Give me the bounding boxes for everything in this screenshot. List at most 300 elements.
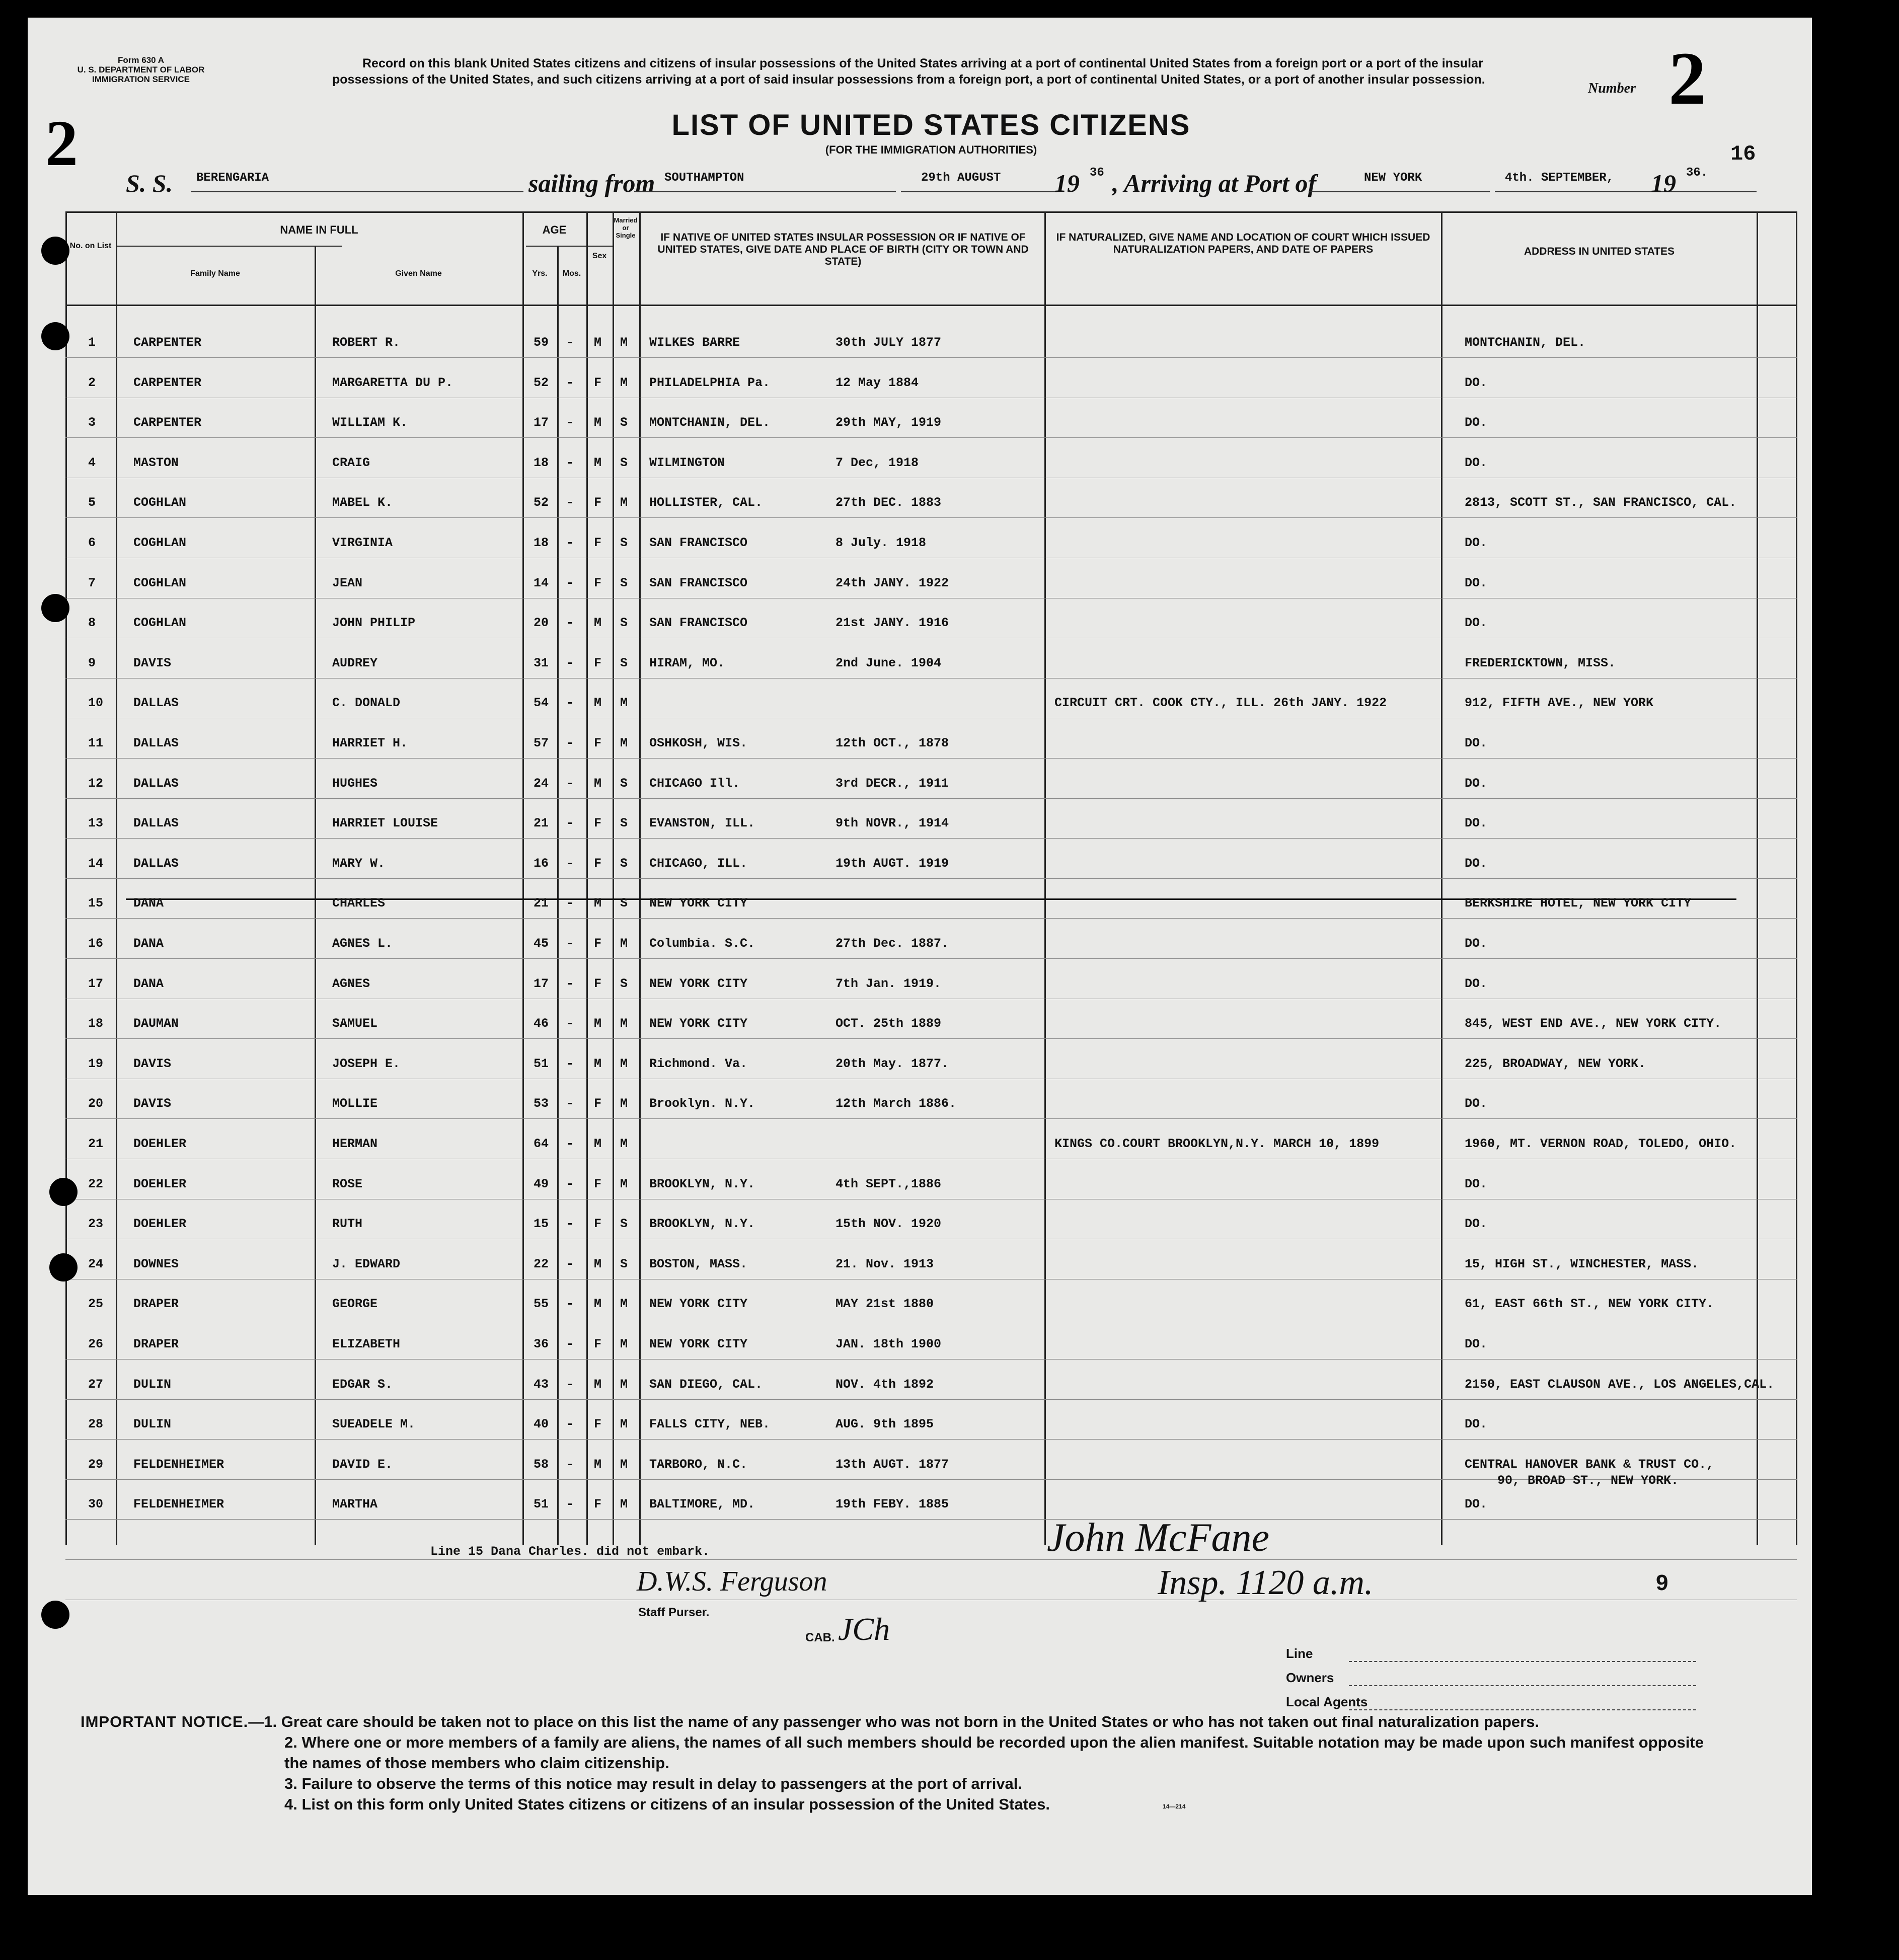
col-address: ADDRESS IN UNITED STATES <box>1524 246 1675 257</box>
departure-year: 36 <box>1090 166 1104 180</box>
cell-mos: - <box>566 536 574 550</box>
cell-ms: M <box>620 1137 628 1151</box>
cell-sex: M <box>594 1256 602 1271</box>
cell-given: GEORGE <box>332 1297 378 1312</box>
cell-given: JOSEPH E. <box>332 1056 401 1071</box>
col-name-in-full: NAME IN FULL <box>280 223 358 236</box>
top-notice: Record on this blank United States citizens and citizens of insular possessions of the United States arriving at a port of continental United States from a foreign port or a port of the insular possessions of the United States, and such citizens arriving at a port of said insular possessions from a foreign port, a port of continental United States, or a port of another insular possession. <box>332 56 1485 87</box>
cell-date: 12th March 1886. <box>835 1096 957 1111</box>
cell-addr: CENTRAL HANOVER BANK & TRUST CO., <box>1465 1457 1714 1472</box>
row-rule <box>65 1038 1797 1039</box>
cell-ms: M <box>620 1377 628 1392</box>
cell-sex: F <box>594 936 602 951</box>
cell-sex: M <box>594 335 602 350</box>
cell-sex: F <box>594 1337 602 1351</box>
cell-yrs: 15 <box>534 1217 549 1232</box>
cell-mos: - <box>566 1297 574 1312</box>
cell-yrs: 45 <box>534 936 549 951</box>
cell-ms: S <box>620 575 628 590</box>
cell-ms: S <box>620 415 628 430</box>
cell-no: 29 <box>88 1457 104 1472</box>
cell-family: MASTON <box>133 455 179 470</box>
cell-family: DRAPER <box>133 1297 179 1312</box>
cell-place: Richmond. Va. <box>649 1056 748 1071</box>
cell-sex: M <box>594 1056 602 1071</box>
cell-mos: - <box>566 1377 574 1392</box>
col-yrs: Yrs. <box>532 269 548 278</box>
cell-sex: F <box>594 1176 602 1191</box>
cell-date: 19th FEBY. 1885 <box>835 1497 949 1512</box>
row-rule <box>65 838 1797 839</box>
cell-addr: DO. <box>1465 736 1488 750</box>
cell-no: 5 <box>88 495 96 510</box>
notice-heading: IMPORTANT NOTICE. <box>81 1713 249 1730</box>
cell-given: MOLLIE <box>332 1096 378 1111</box>
cell-family: DAVIS <box>133 655 172 670</box>
cell-sex: F <box>594 1096 602 1111</box>
cell-place: OSHKOSH, WIS. <box>649 736 748 750</box>
cell-ms: S <box>620 655 628 670</box>
cell-no: 25 <box>88 1297 104 1312</box>
print-code: 14—214 <box>1163 1803 1186 1810</box>
cell-mos: - <box>566 1137 574 1151</box>
cell-mos: - <box>566 1096 574 1111</box>
cell-sex: M <box>594 616 602 631</box>
cell-sex: M <box>594 1137 602 1151</box>
row-rule <box>65 437 1797 438</box>
col-family-name: Family Name <box>190 269 240 278</box>
cell-given: DAVID E. <box>332 1457 393 1472</box>
cell-family: DAVIS <box>133 1096 172 1111</box>
cell-no: 13 <box>88 816 104 831</box>
cell-family: COGHLAN <box>133 495 187 510</box>
cell-mos: - <box>566 1337 574 1351</box>
departure-date: 29th AUGUST <box>921 171 1001 185</box>
cell-addr: DO. <box>1465 856 1488 871</box>
row-rule <box>65 1118 1797 1119</box>
cell-ms: S <box>620 776 628 791</box>
cell-mos: - <box>566 1497 574 1512</box>
row-rule <box>65 1359 1797 1360</box>
cell-ms: S <box>620 616 628 631</box>
arriving-label: , Arriving at Port of <box>1112 169 1317 197</box>
cell-family: DULIN <box>133 1377 172 1392</box>
cell-mos: - <box>566 936 574 951</box>
cell-ms: M <box>620 696 628 711</box>
cell-family: DALLAS <box>133 816 179 831</box>
cell-place: PHILADELPHIA Pa. <box>649 375 771 390</box>
cell-mos: - <box>566 1016 574 1031</box>
cell-sex: F <box>594 655 602 670</box>
form-identifier <box>75 55 206 84</box>
cell-family: DOEHLER <box>133 1217 187 1232</box>
cell-place: FALLS CITY, NEB. <box>649 1417 771 1432</box>
cell-family: DALLAS <box>133 856 179 871</box>
cell-family: DALLAS <box>133 736 179 750</box>
cab-initials: JCh <box>838 1611 890 1647</box>
form-id-line: U. S. DEPARTMENT OF LABOR <box>77 65 205 74</box>
handwritten-mark: 2 <box>45 107 78 180</box>
cell-no: 10 <box>88 696 104 711</box>
cell-given: ROBERT R. <box>332 335 401 350</box>
cell-addr: DO. <box>1465 575 1488 590</box>
cell-place: SAN FRANCISCO <box>649 575 748 590</box>
cell-no: 8 <box>88 616 96 631</box>
cell-mos: - <box>566 776 574 791</box>
owners-field <box>1349 1685 1696 1686</box>
binder-hole <box>41 594 69 622</box>
cell-sex: F <box>594 976 602 991</box>
cell-given: AUDREY <box>332 655 378 670</box>
binder-hole <box>41 322 69 350</box>
cell-place: SAN FRANCISCO <box>649 536 748 550</box>
cell-addr: DO. <box>1465 1337 1488 1351</box>
row-rule <box>65 758 1797 759</box>
cell-yrs: 40 <box>534 1417 549 1432</box>
sailing-from-label: sailing from <box>528 169 655 197</box>
cell-yrs: 36 <box>534 1337 549 1351</box>
cell-place: TARBORO, N.C. <box>649 1457 748 1472</box>
cell-yrs: 59 <box>534 335 549 350</box>
cell-addr-line2: 90, BROAD ST., NEW YORK. <box>1497 1473 1679 1488</box>
cell-date: JAN. 18th 1900 <box>835 1337 942 1351</box>
cell-no: 19 <box>88 1056 104 1071</box>
purser-title: Staff Purser. <box>638 1606 710 1619</box>
cell-place: EVANSTON, ILL. <box>649 816 755 831</box>
cell-place: BROOKLYN, N.Y. <box>649 1217 755 1232</box>
cell-family: DAUMAN <box>133 1016 179 1031</box>
cell-date: 12th OCT., 1878 <box>835 736 949 750</box>
cell-given: JOHN PHILIP <box>332 616 416 631</box>
cell-sex: M <box>594 896 602 911</box>
cell-ms: M <box>620 736 628 750</box>
cell-date: 3rd DECR., 1911 <box>835 776 949 791</box>
cell-place: SAN FRANCISCO <box>649 616 748 631</box>
cell-addr: 2813, SCOTT ST., SAN FRANCISCO, CAL. <box>1465 495 1737 510</box>
cell-family: CARPENTER <box>133 375 202 390</box>
cell-mos: - <box>566 375 574 390</box>
cell-addr: DO. <box>1465 1096 1488 1111</box>
row-rule <box>65 1519 1797 1520</box>
cell-yrs: 20 <box>534 616 549 631</box>
notice-text: —1. Great care should be taken not to place on this list the name of any passenger who was not born in the United States or who has not taken out final naturalization papers. <box>248 1713 1540 1730</box>
cell-yrs: 46 <box>534 1016 549 1031</box>
cell-sex: M <box>594 696 602 711</box>
cell-place: MONTCHANIN, DEL. <box>649 415 771 430</box>
cell-no: 7 <box>88 575 96 590</box>
cell-given: ELIZABETH <box>332 1337 401 1351</box>
cell-no: 21 <box>88 1137 104 1151</box>
cell-ms: M <box>620 1457 628 1472</box>
cell-family: DRAPER <box>133 1337 179 1351</box>
cell-given: ROSE <box>332 1176 363 1191</box>
cell-yrs: 55 <box>534 1297 549 1312</box>
cell-date: 8 July. 1918 <box>835 536 927 550</box>
cell-family: CARPENTER <box>133 415 202 430</box>
cell-addr: DO. <box>1465 375 1488 390</box>
inspector-signature: John McFane <box>1047 1516 1270 1560</box>
cell-sex: F <box>594 816 602 831</box>
cell-no: 24 <box>88 1256 104 1271</box>
cell-place: CHICAGO, ILL. <box>649 856 748 871</box>
cell-place: NEW YORK CITY <box>649 896 748 911</box>
col-married-single: Married or Single <box>614 216 638 239</box>
cell-place: NEW YORK CITY <box>649 976 748 991</box>
cell-place: BALTIMORE, MD. <box>649 1497 755 1512</box>
cell-date: 2nd June. 1904 <box>835 655 942 670</box>
cell-ms: M <box>620 1337 628 1351</box>
cell-date: 12 May 1884 <box>835 375 919 390</box>
cell-given: HERMAN <box>332 1137 378 1151</box>
cell-given: AGNES L. <box>332 936 393 951</box>
cell-mos: - <box>566 415 574 430</box>
cell-date: 30th JULY 1877 <box>835 335 942 350</box>
cell-yrs: 43 <box>534 1377 549 1392</box>
cell-sex: M <box>594 1297 602 1312</box>
cell-nat: CIRCUIT CRT. COOK CTY., ILL. 26th JANY. 1922 <box>1054 696 1387 711</box>
cell-yrs: 21 <box>534 896 549 911</box>
cell-addr: 912, FIFTH AVE., NEW YORK <box>1465 696 1654 711</box>
cab-label: CAB. <box>805 1631 835 1644</box>
cell-family: CARPENTER <box>133 335 202 350</box>
cell-family: DOEHLER <box>133 1176 187 1191</box>
cell-mos: - <box>566 696 574 711</box>
cell-mos: - <box>566 655 574 670</box>
cell-ms: M <box>620 936 628 951</box>
year-prefix-2: 19 <box>1651 169 1676 197</box>
cell-yrs: 54 <box>534 696 549 711</box>
cell-date: 7 Dec, 1918 <box>835 455 919 470</box>
cell-addr: DO. <box>1465 455 1488 470</box>
cell-sex: M <box>594 415 602 430</box>
cell-place: Brooklyn. N.Y. <box>649 1096 755 1111</box>
cell-yrs: 18 <box>534 455 549 470</box>
cell-addr: 225, BROADWAY, NEW YORK. <box>1465 1056 1646 1071</box>
purser-signature: D.W.S. Ferguson <box>637 1566 827 1597</box>
cell-no: 12 <box>88 776 104 791</box>
cell-date: 24th JANY. 1922 <box>835 575 949 590</box>
cell-date: 20th May. 1877. <box>835 1056 949 1071</box>
col-sex: Sex <box>592 252 607 260</box>
cell-mos: - <box>566 575 574 590</box>
col-age: AGE <box>542 223 567 236</box>
cell-given: VIRGINIA <box>332 536 393 550</box>
cell-no: 17 <box>88 976 104 991</box>
cell-ms: M <box>620 1016 628 1031</box>
cell-place: HIRAM, MO. <box>649 655 725 670</box>
cell-yrs: 31 <box>534 655 549 670</box>
cell-addr: 2150, EAST CLAUSON AVE., LOS ANGELES,CAL. <box>1465 1377 1775 1392</box>
cell-sex: F <box>594 1417 602 1432</box>
row-rule <box>65 798 1797 799</box>
cell-ms: M <box>620 1176 628 1191</box>
row-rule <box>65 357 1797 358</box>
cell-family: DANA <box>133 896 164 911</box>
cell-date: 4th SEPT.,1886 <box>835 1176 942 1191</box>
line-field <box>1349 1661 1696 1662</box>
cell-yrs: 52 <box>534 495 549 510</box>
cell-place: Columbia. S.C. <box>649 936 755 951</box>
cell-sex: F <box>594 1497 602 1512</box>
cell-family: DAVIS <box>133 1056 172 1071</box>
row-rule <box>65 918 1797 919</box>
form-id-line: Form 630 A <box>118 55 164 65</box>
cell-sex: F <box>594 575 602 590</box>
binder-hole <box>49 1178 78 1206</box>
col-naturalized: IF NATURALIZED, GIVE NAME AND LOCATION OF COURT WHICH ISSUED NATURALIZATION PAPERS, AND DATE OF PAPERS <box>1056 232 1430 255</box>
cell-mos: - <box>566 495 574 510</box>
cell-no: 28 <box>88 1417 104 1432</box>
row-rule <box>65 878 1797 879</box>
cell-addr: MONTCHANIN, DEL. <box>1465 335 1586 350</box>
cell-mos: - <box>566 1217 574 1232</box>
cell-date: NOV. 4th 1892 <box>835 1377 934 1392</box>
cell-addr: BERKSHIRE HOTEL, NEW YORK CITY <box>1465 896 1692 911</box>
cell-date: 21st JANY. 1916 <box>835 616 949 631</box>
cell-mos: - <box>566 335 574 350</box>
cell-sex: F <box>594 736 602 750</box>
row-rule <box>65 958 1797 959</box>
row-rule <box>65 1399 1797 1400</box>
cell-ms: M <box>620 375 628 390</box>
cell-yrs: 49 <box>534 1176 549 1191</box>
cell-addr: DO. <box>1465 1497 1488 1512</box>
arrival-year: 36. <box>1686 166 1708 180</box>
page-number: 9 <box>1656 1570 1668 1595</box>
cell-yrs: 24 <box>534 776 549 791</box>
cell-date: 13th AUGT. 1877 <box>835 1457 949 1472</box>
cell-no: 9 <box>88 655 96 670</box>
cell-family: DALLAS <box>133 776 179 791</box>
cell-given: RUTH <box>332 1217 363 1232</box>
cell-given: SAMUEL <box>332 1016 378 1031</box>
cell-yrs: 51 <box>534 1056 549 1071</box>
cell-yrs: 51 <box>534 1497 549 1512</box>
row-rule <box>65 678 1797 679</box>
cell-no: 23 <box>88 1217 104 1232</box>
cell-given: EDGAR S. <box>332 1377 393 1392</box>
cell-place: NEW YORK CITY <box>649 1016 748 1031</box>
cell-place: SAN DIEGO, CAL. <box>649 1377 763 1392</box>
cell-addr: DO. <box>1465 1217 1488 1232</box>
cell-no: 14 <box>88 856 104 871</box>
cell-mos: - <box>566 1256 574 1271</box>
cell-ms: M <box>620 1297 628 1312</box>
cell-mos: - <box>566 856 574 871</box>
cell-family: DANA <box>133 936 164 951</box>
cell-ms: S <box>620 976 628 991</box>
cell-sex: M <box>594 455 602 470</box>
cell-place: NEW YORK CITY <box>649 1297 748 1312</box>
cell-addr: DO. <box>1465 616 1488 631</box>
col-given-name: Given Name <box>395 269 442 278</box>
ship-name: BERENGARIA <box>196 171 269 185</box>
year-prefix: 19 <box>1054 169 1080 197</box>
cell-sex: F <box>594 856 602 871</box>
cell-mos: - <box>566 816 574 831</box>
cell-family: DULIN <box>133 1417 172 1432</box>
cell-ms: M <box>620 335 628 350</box>
cell-place: WILKES BARRE <box>649 335 740 350</box>
owners-label: Owners <box>1286 1670 1334 1685</box>
form-id-line: IMMIGRATION SERVICE <box>92 74 190 84</box>
cell-given: J. EDWARD <box>332 1256 401 1271</box>
cell-ms: M <box>620 1417 628 1432</box>
cell-place: CHICAGO Ill. <box>649 776 740 791</box>
cell-addr: 15, HIGH ST., WINCHESTER, MASS. <box>1465 1256 1699 1271</box>
strike-line-15 <box>126 898 1736 900</box>
cell-place: HOLLISTER, CAL. <box>649 495 763 510</box>
departure-port: SOUTHAMPTON <box>664 171 744 185</box>
cell-no: 27 <box>88 1377 104 1392</box>
cell-date: MAY 21st 1880 <box>835 1297 934 1312</box>
cell-no: 20 <box>88 1096 104 1111</box>
cell-date: 29th MAY, 1919 <box>835 415 942 430</box>
cell-yrs: 57 <box>534 736 549 750</box>
cell-no: 30 <box>88 1497 104 1512</box>
cell-given: C. DONALD <box>332 696 401 711</box>
page-title: LIST OF UNITED STATES CITIZENS <box>671 109 1191 141</box>
cell-addr: 845, WEST END AVE., NEW YORK CITY. <box>1465 1016 1722 1031</box>
cell-no: 18 <box>88 1016 104 1031</box>
cell-place: NEW YORK CITY <box>649 1337 748 1351</box>
notice-item-1 <box>81 1711 1716 1732</box>
local-agents-label: Local Agents <box>1286 1694 1368 1709</box>
voyage-line <box>126 166 1736 201</box>
cell-family: FELDENHEIMER <box>133 1497 224 1512</box>
cell-no: 15 <box>88 896 104 911</box>
cell-given: AGNES <box>332 976 370 991</box>
cell-yrs: 17 <box>534 415 549 430</box>
cell-addr: DO. <box>1465 776 1488 791</box>
cell-no: 26 <box>88 1337 104 1351</box>
cell-date: 21. Nov. 1913 <box>835 1256 934 1271</box>
cell-given: CHARLES <box>332 896 386 911</box>
cell-family: DALLAS <box>133 696 179 711</box>
cell-yrs: 58 <box>534 1457 549 1472</box>
cell-sex: F <box>594 536 602 550</box>
cell-sex: M <box>594 1457 602 1472</box>
cell-addr: DO. <box>1465 1417 1488 1432</box>
cell-yrs: 22 <box>534 1256 549 1271</box>
cell-place: WILMINGTON <box>649 455 725 470</box>
cell-ms: S <box>620 1217 628 1232</box>
cell-no: 16 <box>88 936 104 951</box>
cell-mos: - <box>566 896 574 911</box>
notice-item-3: 3. Failure to observe the terms of this notice may result in delay to passengers at the port of arrival. <box>284 1775 1023 1792</box>
cell-given: HARRIET H. <box>332 736 408 750</box>
cell-given: CRAIG <box>332 455 370 470</box>
cell-given: MARGARETTA DU P. <box>332 375 453 390</box>
cell-family: COGHLAN <box>133 616 187 631</box>
cell-family: DOWNES <box>133 1256 179 1271</box>
cell-ms: S <box>620 1256 628 1271</box>
cell-addr: 1960, MT. VERNON ROAD, TOLEDO, OHIO. <box>1465 1137 1737 1151</box>
cell-family: COGHLAN <box>133 575 187 590</box>
cell-yrs: 16 <box>534 856 549 871</box>
cell-given: JEAN <box>332 575 363 590</box>
cell-ms: M <box>620 495 628 510</box>
cell-addr: DO. <box>1465 976 1488 991</box>
cell-yrs: 21 <box>534 816 549 831</box>
cell-addr: 61, EAST 66th ST., NEW YORK CITY. <box>1465 1297 1714 1312</box>
cell-mos: - <box>566 616 574 631</box>
cell-addr: DO. <box>1465 1176 1488 1191</box>
important-notice <box>81 1711 1716 1815</box>
cell-date: 7th Jan. 1919. <box>835 976 942 991</box>
notice-item-4: 4. List on this form only United States citizens or citizens of an insular possession of the United States. <box>284 1795 1050 1813</box>
cell-mos: - <box>566 736 574 750</box>
